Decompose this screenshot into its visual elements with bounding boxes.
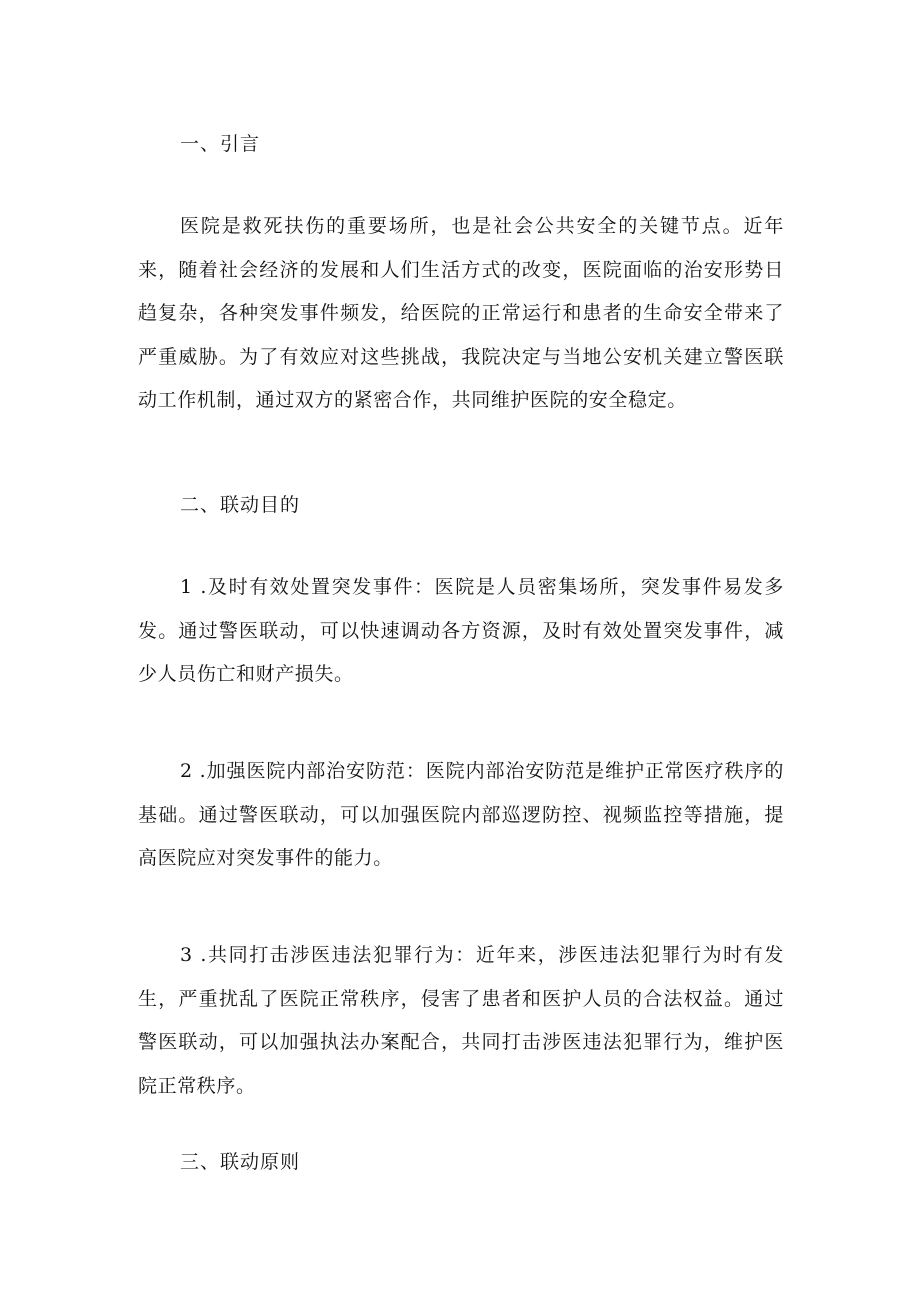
purpose-item-2: 2 .加强医院内部治安防范：医院内部治安防范是维护正常医疗秩序的基础。通过警医联动，可以加强医院内部巡逻防控、视频监控等措施，提高医院应对突发事件的能力。 [138, 760, 784, 869]
purpose-item-1: 1 .及时有效处置突发事件：医院是人员密集场所，突发事件易发多发。通过警医联动，可以快速调动各方资源，及时有效处置突发事件，减少人员伤亡和财产损失。 [138, 576, 784, 685]
section-heading-introduction: 一、引言 [180, 133, 261, 155]
introduction-paragraph: 医院是救死扶伤的重要场所，也是社会公共安全的关键节点。近年来，随着社会经济的发展和人们生活方式的改变，医院面临的治安形势日趋复杂，各种突发事件频发，给医院的正常运行和患者的生命安全带来了严重威胁。为了有效应对这些挑战，我院决定与当地公安机关建立警医联动工作机制，通过双方的紧密合作，共同维护医院的安全稳定。 [138, 215, 784, 411]
section-heading-principles: 三、联动原则 [180, 1151, 301, 1173]
section-heading-purpose: 二、联动目的 [180, 494, 301, 516]
purpose-item-3: 3 .共同打击涉医违法犯罪行为：近年来，涉医违法犯罪行为时有发生，严重扰乱了医院正常秩序，侵害了患者和医护人员的合法权益。通过警医联动，可以加强执法办案配合，共同打击涉医违法犯罪行为，维护医院正常秩序。 [138, 944, 784, 1097]
